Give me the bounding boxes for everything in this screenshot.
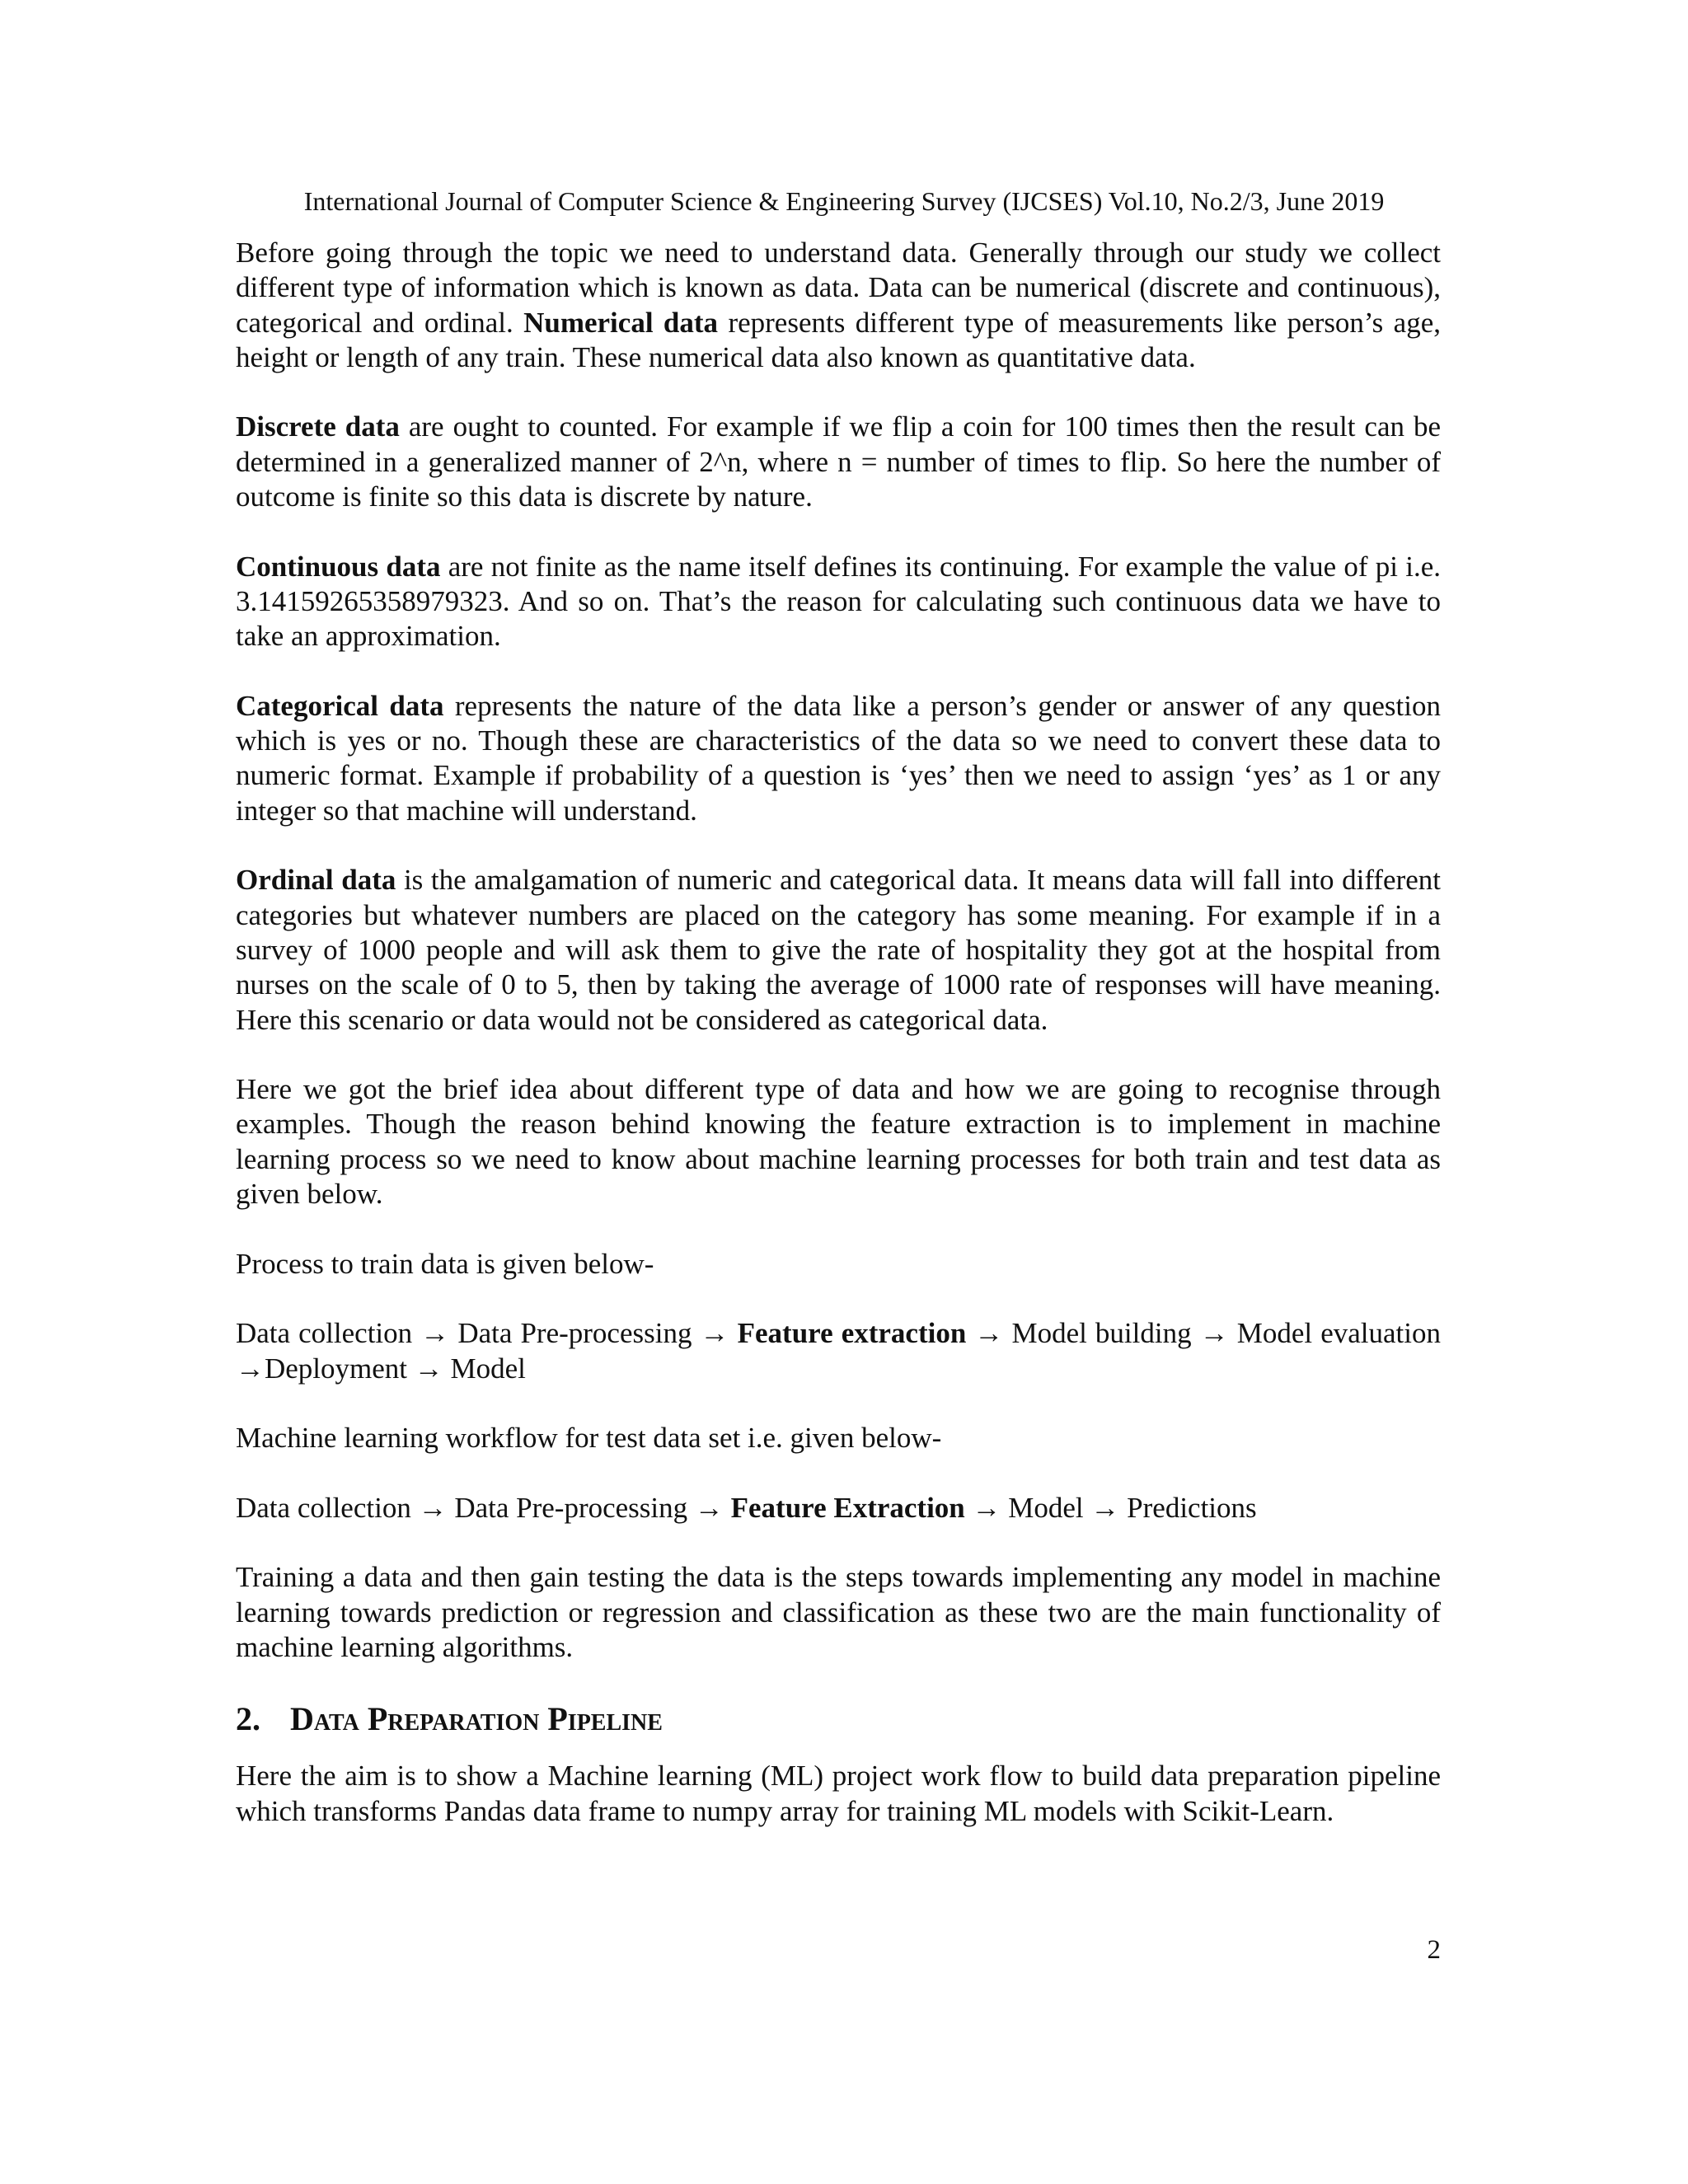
paragraph-text: represents different type of measurements like person’s age, height or length of any train. These numerical data also known as quantitative data.	[236, 306, 1441, 373]
paragraph-categorical-data	[236, 689, 1441, 828]
paragraph-train-process-intro: Process to train data is given below-	[236, 1247, 654, 1280]
workflow-feature-extraction: Feature extraction	[737, 1317, 967, 1350]
term-categorical-data: Categorical data	[236, 689, 444, 722]
page-number: 2	[1427, 1935, 1441, 1965]
workflow-text: Data collection → Data Pre-processing →	[236, 1491, 731, 1524]
paragraph-ordinal-data	[236, 863, 1441, 1037]
workflow-text: → Model building → Model evaluation →Deployment → Model	[236, 1317, 1442, 1385]
paragraph-discrete-data	[236, 410, 1441, 514]
term-ordinal-data: Ordinal data	[236, 864, 396, 897]
workflow-feature-extraction: Feature Extraction	[730, 1491, 965, 1524]
workflow-text: Data collection → Data Pre-processing →	[236, 1317, 738, 1350]
paragraph-text: Before going through the topic we need to understand data. Generally through our study we collect different type of information which is known as data. Data can be numerical (discrete and continuous), categorical and ordinal.	[236, 237, 1441, 339]
section-title: Data Preparation Pipeline	[290, 1700, 663, 1738]
section-heading	[236, 1699, 1441, 1739]
section-number: 2.	[236, 1700, 260, 1738]
paragraph-text: are ought to counted. For example if we flip a coin for 100 times then the result can be determined in a generalized manner of 2^n, where n = number of times to flip. So here the number of outcome is finite so this data is discrete by nature.	[236, 410, 1441, 513]
paragraph-pipeline-aim: Here the aim is to show a Machine learning (ML) project work flow to build data preparation pipeline which transforms Pandas data frame to numpy array for training ML models with Scikit-Learn.	[236, 1760, 1441, 1827]
paragraph-text: is the amalgamation of numeric and categorical data. It means data will fall into different categories but whatever numbers are placed on the category has some meaning. For example if in a survey of 1000 people and will ask them to give the rate of hospitality they got at the hospital from nurses on the scale of 0 to 5, then by taking the average of 1000 rate of responses will have meaning. Here this scenario or data would not be considered as categorical data.	[236, 864, 1441, 1036]
workflow-text: → Model → Predictions	[964, 1491, 1257, 1524]
paragraph-continuous-data	[236, 550, 1441, 654]
paragraph-test-workflow-intro: Machine learning workflow for test data set i.e. given below-	[236, 1422, 942, 1455]
term-numerical-data: Numerical data	[523, 306, 719, 339]
paragraph-train-workflow	[236, 1316, 1441, 1386]
paragraph-data-intro	[236, 236, 1441, 375]
running-header: International Journal of Computer Science & Engineering Survey (IJCSES) Vol.10, No.2/3, June 2019	[303, 186, 1385, 216]
paragraph-training-testing: Training a data and then gain testing the data is the steps towards implementing any model in machine learning towards prediction or regression and classification as these two are the main functionality of machine learning algorithms.	[236, 1561, 1441, 1663]
term-discrete-data: Discrete data	[236, 410, 400, 443]
term-continuous-data: Continuous data	[236, 550, 441, 583]
paragraph-test-workflow	[236, 1491, 1441, 1526]
paragraph-text: represents the nature of the data like a person’s gender or answer of any question which is yes or no. Though these are characteristics of the data so we need to convert these data to numeric format. Example if probability of a question is ‘yes’ then we need to assign ‘yes’ as 1 or any integer so that machine will understand.	[236, 689, 1442, 827]
paragraph-data-types-summary: Here we got the brief idea about different type of data and how we are going to recognise through examples. Though the reason behind knowing the feature extraction is to implement in machine learning process so we need to know about machine learning processes for both train and test data as given below.	[236, 1073, 1441, 1211]
body-text	[236, 236, 1441, 1863]
paragraph-text: are not finite as the name itself defines its continuing. For example the value of pi i.e. 3.14159265358979323. And so on. That’s the reason for calculating such continuous data we have to take an approximation.	[236, 550, 1441, 653]
